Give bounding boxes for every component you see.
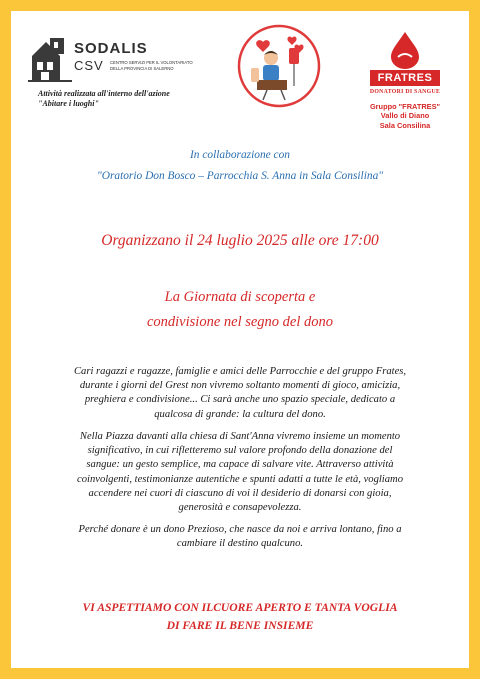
closing-line2: DI FARE IL BENE INSIEME — [166, 619, 314, 632]
event-date: Organizzano il 24 luglio 2025 alle ore 17:00 — [101, 232, 379, 249]
p1-line: qualcosa di grande: la cultura del dono. — [154, 408, 326, 420]
p2-line: coinvolgenti, testimonianze autentiche e spunti adatti a tutte le età, vogliamo — [77, 473, 403, 485]
sodalis-house-icon — [28, 36, 72, 82]
closing-line1: VI ASPETTIAMO CON ILCUORE APERTO E TANTA VOGLIA — [82, 601, 398, 614]
sodalis-tagline-2: DELLA PROVINCIA DI SALERNO — [110, 66, 174, 71]
fratres-group-line3: Sala Consilina — [379, 120, 431, 130]
p2-line: sangue: un gesto semplice, ma capace di salvare vite. Attraverso attività — [86, 459, 394, 471]
sodalis-logo — [28, 36, 193, 86]
p1-line: preghiera e condivisione... Ci sarà anche uno spazio speciale, dedicato a — [84, 394, 396, 406]
fratres-group-line2: Vallo di Diano — [380, 111, 430, 121]
paragraph-1 — [24, 365, 456, 422]
collab-line2: "Oratorio Don Bosco – Parrocchia S. Anna in Sala Consilina" — [96, 170, 384, 182]
fratres-group-line1: Gruppo "FRATRES" — [369, 102, 441, 111]
blood-donation-icon — [237, 24, 321, 108]
paragraph-3 — [24, 523, 456, 551]
p2-line: Nella Piazza davanti alla chiesa di Sant'Anna vivremo insieme un momento — [79, 431, 401, 442]
donation-illustration — [237, 24, 321, 108]
blood-drop-icon — [383, 30, 427, 70]
p1-line: Cari ragazzi e ragazze, famiglie e amici delle Parrocchie e del gruppo Frates, — [73, 366, 407, 377]
fratres-logo — [360, 28, 450, 168]
fratres-group — [360, 102, 450, 130]
p1-line: durante i giorni del Grest non vivremo soltanto momenti di gioco, amicizia, — [79, 380, 401, 392]
sodalis-tagline-1: CENTRO SERVIZI PER IL VOLONTARIATO — [110, 60, 193, 65]
sodalis-csv: CSV — [74, 58, 104, 73]
p2-line: significativo, in cui rifletteremo sul valore profondo della donazione del — [87, 445, 393, 457]
action-note-line1: Attività realizzata all'interno dell'azione — [38, 89, 170, 98]
fratres-brand: FRATRES — [370, 70, 440, 86]
event-title-line2: condivisione nel segno del dono — [146, 314, 334, 330]
fratres-subtitle: DONATORI DI SANGUE — [369, 89, 441, 95]
p2-line: generosità e consapevolezza. — [178, 502, 302, 514]
p3-line: cambiare il destino qualcuno. — [176, 538, 304, 550]
p2-line: accendere nei cuori di ciascuno di voi il desiderio di donarsi con gioia, — [88, 487, 392, 499]
action-note-line2: "Abitare i luoghi" — [38, 98, 99, 108]
sodalis-name: SODALIS — [74, 40, 148, 57]
action-note — [38, 89, 198, 108]
paragraph-2 — [24, 430, 456, 515]
collab-line1: In collaborazione con — [190, 149, 290, 161]
p3-line: Perché donare è un dono Prezioso, che nasce da noi e arriva lontano, fino a — [78, 524, 402, 535]
event-title-line1: La Giornata di scoperta e — [164, 289, 316, 305]
